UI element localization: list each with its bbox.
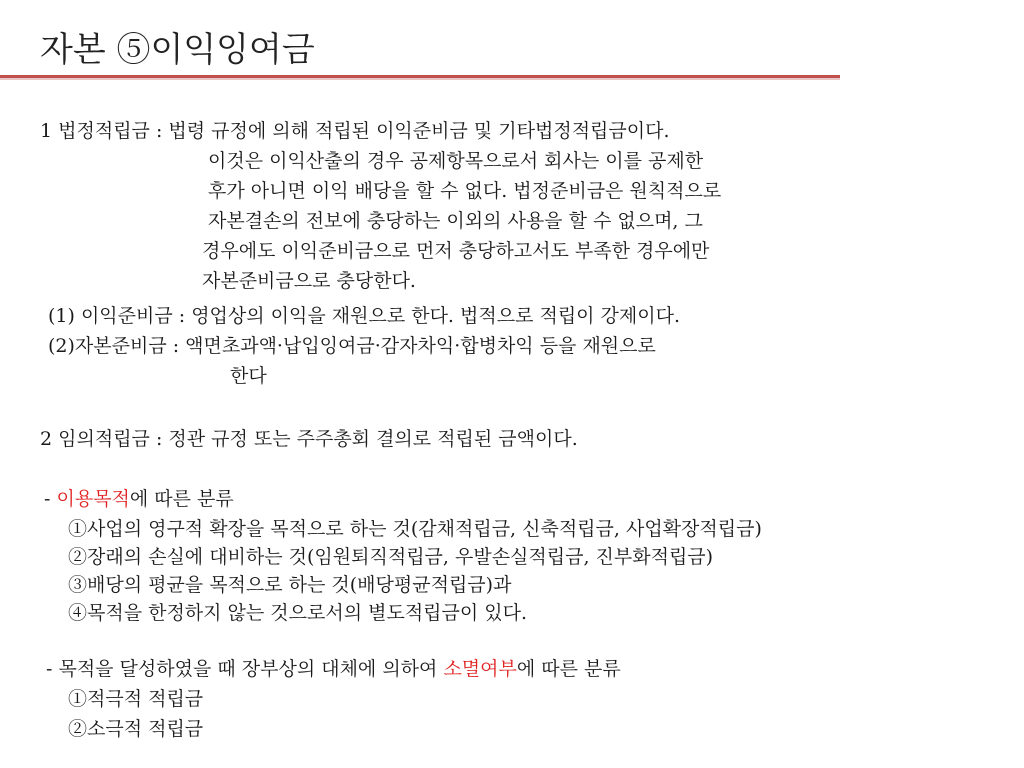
purpose-highlight: 이용목적	[56, 488, 130, 510]
section1-item-2: (2)자본준비금 : 액면초과액·납입잉여금·감자차익·합병차익 등을 재원으로	[48, 335, 656, 357]
purpose-prefix: -	[44, 488, 57, 510]
purpose-suffix: 에 따른 분류	[129, 488, 234, 510]
section1-line-3: 자본결손의 전보에 충당하는 이외의 사용을 할 수 없으며, 그	[208, 210, 703, 232]
section2-heading: 2 임의적립금 : 정관 규정 또는 주주총회 결의로 적립된 금액이다.	[40, 428, 578, 450]
section1-line-5: 자본준비금으로 충당한다.	[202, 270, 416, 292]
purpose-item-3: ③배당의 평균을 목적으로 하는 것(배당평균적립금)과	[68, 574, 512, 596]
purpose-item-4: ④목적을 한정하지 않는 것으로서의 별도적립금이 있다.	[68, 602, 528, 624]
extinction-highlight: 소멸여부	[443, 658, 517, 680]
extinction-item-2: ②소극적 적립금	[68, 718, 204, 740]
purpose-item-2: ②장래의 손실에 대비하는 것(임원퇴직적립금, 우발손실적립금, 진부화적립금)	[68, 546, 714, 568]
slide-title: 자본 ⑤이익잉여금	[40, 30, 315, 70]
extinction-prefix: - 목적을 달성하였을 때 장부상의 대체에 의하여	[46, 658, 444, 680]
purpose-item-1: ①사업의 영구적 확장을 목적으로 하는 것(감채적립금, 신축적립금, 사업확장적립금)	[68, 518, 762, 540]
extinction-item-1: ①적극적 적립금	[68, 688, 204, 710]
section1-heading: 1 법정적립금 : 법령 규정에 의해 적립된 이익준비금 및 기타법정적립금이다.	[40, 120, 670, 142]
section1-line-1: 이것은 이익산출의 경우 공제항목으로서 회사는 이를 공제한	[208, 150, 704, 172]
title-underline-shadow	[0, 78, 840, 80]
extinction-heading	[46, 656, 621, 682]
section1-item-1: (1) 이익준비금 : 영업상의 이익을 재원으로 한다. 법적으로 적립이 강제이다.	[48, 305, 681, 327]
section1-item-2-cont: 한다	[230, 365, 267, 387]
extinction-suffix: 에 따른 분류	[516, 658, 621, 680]
purpose-heading	[44, 486, 234, 512]
section1-line-2: 후가 아니면 이익 배당을 할 수 없다. 법정준비금은 원칙적으로	[208, 180, 722, 202]
section1-line-4: 경우에도 이익준비금으로 먼저 충당하고서도 부족한 경우에만	[202, 240, 710, 262]
